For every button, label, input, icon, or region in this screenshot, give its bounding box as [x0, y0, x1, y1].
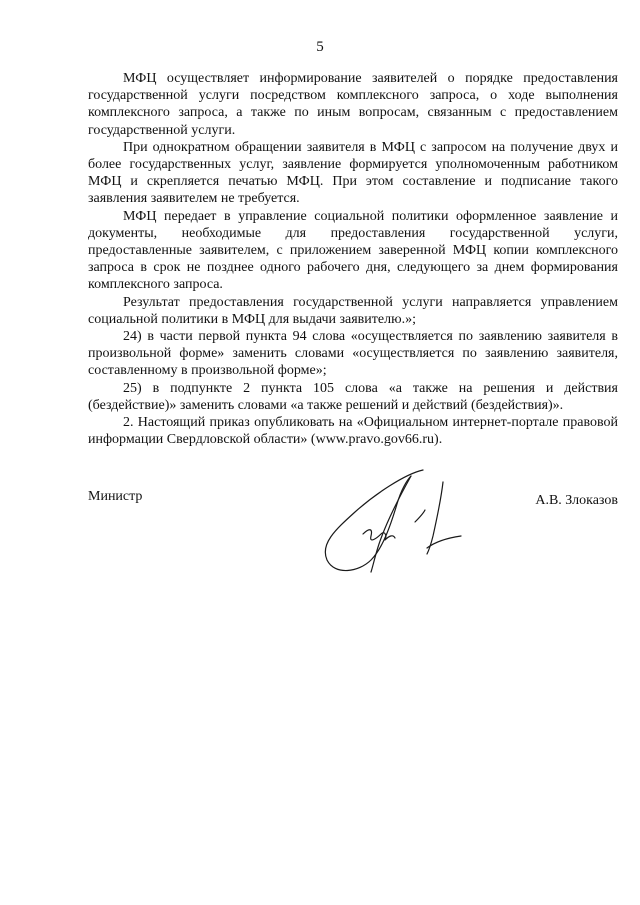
paragraph-mfc-informing: МФЦ осуществляет информирование заявителей о порядке предоставления государственной услуги посредством комплексного запроса, о ходе выполнения комплексного запроса, а также по иным вопросам, связанным с предоставлением государственной услуги. [88, 71, 618, 138]
paragraph-item-25: 25) в подпункте 2 пункта 105 слова «а также на решения и действия (бездействие)» заменить словами «а также решений и действий (бездействия)». [88, 380, 618, 413]
paragraph-mfc-transfer: МФЦ передает в управление социальной политики оформленное заявление и документы, необходимые для предоставления государственной услуги, предоставленные заявителем, с приложением заверенной МФЦ копии комплексного запроса в срок не позднее одного рабочего дня, следующего за днем формирования комплексного запроса. [88, 208, 618, 293]
paragraph-single-request: При однократном обращении заявителя в МФЦ с запросом на получение двух и более государственных услуг, заявление формируется уполномоченным работником МФЦ и скрепляется печатью МФЦ. При этом составление и подписание такого заявления заявителем не требуется. [88, 139, 618, 207]
paragraph-item-24: 24) в части первой пункта 94 слова «осуществляется по заявлению заявителя в произвольной форме» заменить словами «осуществляется по заявлению заявителя, составленному в произвольной форме»; [88, 329, 618, 379]
handwritten-signature [315, 464, 465, 584]
paragraph-result: Результат предоставления государственной услуги направляется управлением социальной политики в МФЦ для выдачи заявителю.»; [88, 294, 618, 327]
paragraph-publish-order: 2. Настоящий приказ опубликовать на «Официальном интернет-портале правовой информации Свердловской области» (www.pravo.gov66.ru). [88, 415, 618, 448]
document-body [88, 70, 618, 448]
signatory-title: Министр [88, 489, 143, 504]
page-number: 5 [316, 39, 324, 55]
signatory-name: А.В. Злоказов [535, 493, 618, 508]
